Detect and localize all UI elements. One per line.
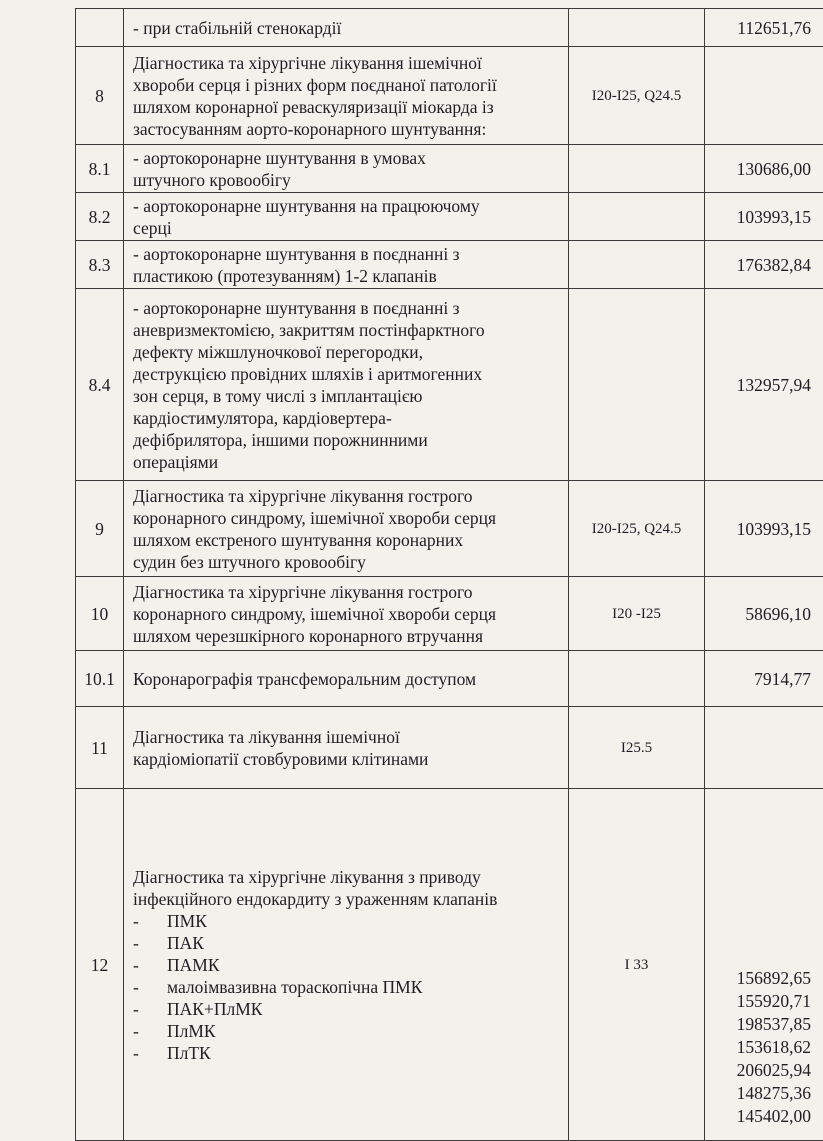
row-number-cell [76,707,124,789]
diagnosis-code: I20 -I25 [575,603,698,625]
valve-item [133,910,562,932]
description-line: коронарного синдрому, ішемічної хвороби серця [133,603,562,625]
row-number-cell [76,9,124,47]
row-price-cell [705,789,823,1141]
price-value: 145402,00 [711,1105,811,1128]
row-price-cell [705,707,823,789]
row-number-cell [76,193,124,241]
description-line: інфекційного ендокардиту з ураженням клапанів [133,888,562,910]
row-description-cell [124,651,569,707]
description-line: аневризмектомією, закриттям постінфарктного [133,319,562,341]
description-line: коронарного синдрому, ішемічної хвороби серця [133,507,562,529]
valve-item [133,954,562,976]
valve-item [133,1042,562,1064]
description-line: Коронарографія трансфеморальним доступом [133,668,562,690]
row-number: 10.1 [82,668,117,690]
description-line: шляхом черезшкірного коронарного втручання [133,625,562,647]
table-row [76,651,823,707]
row-number-cell [76,577,124,651]
row-number-cell [76,47,124,145]
row-number: 8 [82,85,117,107]
price-value: 132957,94 [711,374,811,396]
valve-item-label: малоімвазивна тораскопічна ПМК [167,977,422,997]
price-value: 148275,36 [711,1082,811,1105]
list-dash: - [133,932,167,954]
price-value: 112651,76 [711,17,811,39]
diagnosis-code: I25.5 [575,737,698,759]
row-number: 8.2 [82,206,117,228]
table-row [76,9,823,47]
diagnosis-code: I20-I25, Q24.5 [575,85,698,107]
description-line: - аортокоронарне шунтування в поєднанні з [133,243,562,265]
table-row [76,241,823,289]
price-value: 58696,10 [711,603,811,625]
list-dash: - [133,976,167,998]
row-description-cell [124,241,569,289]
valve-item-label: ПАК [167,933,204,953]
row-code-cell [569,47,705,145]
row-number-cell [76,241,124,289]
row-code-cell [569,481,705,577]
row-code-cell [569,9,705,47]
description-line: кардіостимулятора, кардіовертера- [133,407,562,429]
description-line: Діагностика та хірургічне лікування гострого [133,581,562,603]
description-line: - аортокоронарне шунтування в умовах [133,147,562,169]
valve-item [133,998,562,1020]
row-price-cell [705,241,823,289]
table-row [76,577,823,651]
row-description-cell [124,789,569,1141]
valve-item [133,932,562,954]
description-line: серці [133,217,562,239]
valve-item-label: ПлТК [167,1043,211,1063]
row-description-cell [124,9,569,47]
row-description-cell [124,707,569,789]
description-line: операціями [133,451,562,473]
description-line: - при стабільній стенокардії [133,17,562,39]
description-line: застосуванням аорто-коронарного шунтування: [133,118,562,140]
list-dash: - [133,954,167,976]
description-line: судин без штучного кровообігу [133,551,562,573]
description-line: пластикою (протезуванням) 1-2 клапанів [133,265,562,287]
row-number-cell [76,789,124,1141]
row-number: 10 [82,603,117,625]
table-row [76,193,823,241]
price-value: 156892,65 [711,967,811,990]
description-line: - аортокоронарне шунтування в поєднанні з [133,297,562,319]
description-line: хвороби серця і різних форм поєднаної патології [133,74,562,96]
row-code-cell [569,651,705,707]
list-dash: - [133,1020,167,1042]
price-value: 153618,62 [711,1036,811,1059]
row-number-cell [76,481,124,577]
row-price-cell [705,47,823,145]
table-row [76,707,823,789]
row-description-cell [124,145,569,193]
list-dash: - [133,910,167,932]
price-value: 198537,85 [711,1013,811,1036]
description-line: Діагностика та хірургічне лікування з приводу [133,866,562,888]
table-row [76,47,823,145]
row-description-cell [124,47,569,145]
row-price-cell [705,577,823,651]
row-description-cell [124,289,569,481]
valve-item-label: ПАК+ПлМК [167,999,262,1019]
row-number-cell [76,145,124,193]
description-line: штучного кровообігу [133,169,562,191]
price-value: 130686,00 [711,158,811,180]
diagnosis-code: I20-I25, Q24.5 [575,518,698,540]
price-value: 7914,77 [711,668,811,690]
row-number: 9 [82,518,117,540]
valve-item-label: ПлМК [167,1021,216,1041]
table-row [76,481,823,577]
price-value: 103993,15 [711,206,811,228]
valve-item [133,1020,562,1042]
description-line: кардіоміопатії стовбуровими клітинами [133,748,562,770]
table-row [76,145,823,193]
row-code-cell [569,789,705,1141]
row-description-cell [124,481,569,577]
row-number: 11 [82,737,117,759]
description-line: дефекту міжшлуночкової перегородки, [133,341,562,363]
table-row [76,789,823,1141]
table-body [76,9,823,1141]
description-line: зон серця, в тому числі з імплантацією [133,385,562,407]
row-price-cell [705,289,823,481]
list-dash: - [133,1042,167,1064]
row-code-cell [569,577,705,651]
row-number-cell [76,651,124,707]
row-number: 12 [82,954,117,976]
valve-item-label: ПМК [167,911,207,931]
price-value: 206025,94 [711,1059,811,1082]
row-price-cell [705,481,823,577]
description-line: Діагностика та хірургічне лікування ішемічної [133,52,562,74]
row-code-cell [569,193,705,241]
list-dash: - [133,998,167,1020]
row-number: 8.4 [82,374,117,396]
description-line: деструкцією провідних шляхів і аритмогенних [133,363,562,385]
valve-item [133,976,562,998]
diagnosis-code: I 33 [575,954,698,976]
row-price-cell [705,651,823,707]
row-price-cell [705,193,823,241]
row-number-cell [76,289,124,481]
row-code-cell [569,145,705,193]
row-price-cell [705,9,823,47]
table-row [76,289,823,481]
row-number: 8.3 [82,254,117,276]
row-description-cell [124,193,569,241]
description-line: Діагностика та лікування ішемічної [133,726,562,748]
row-price-cell [705,145,823,193]
tariff-table [75,8,823,1141]
row-code-cell [569,289,705,481]
description-line: - аортокоронарне шунтування на працюючому [133,195,562,217]
price-value: 155920,71 [711,990,811,1013]
description-line: Діагностика та хірургічне лікування гострого [133,485,562,507]
description-line: шляхом екстреного шунтування коронарних [133,529,562,551]
row-code-cell [569,707,705,789]
row-description-cell [124,577,569,651]
row-code-cell [569,241,705,289]
description-line: дефібрилятора, іншими порожнинними [133,429,562,451]
price-value: 103993,15 [711,518,811,540]
description-line: шляхом коронарної реваскуляризації міокарда із [133,96,562,118]
valve-item-label: ПАМК [167,955,220,975]
row-number: 8.1 [82,158,117,180]
price-value: 176382,84 [711,254,811,276]
